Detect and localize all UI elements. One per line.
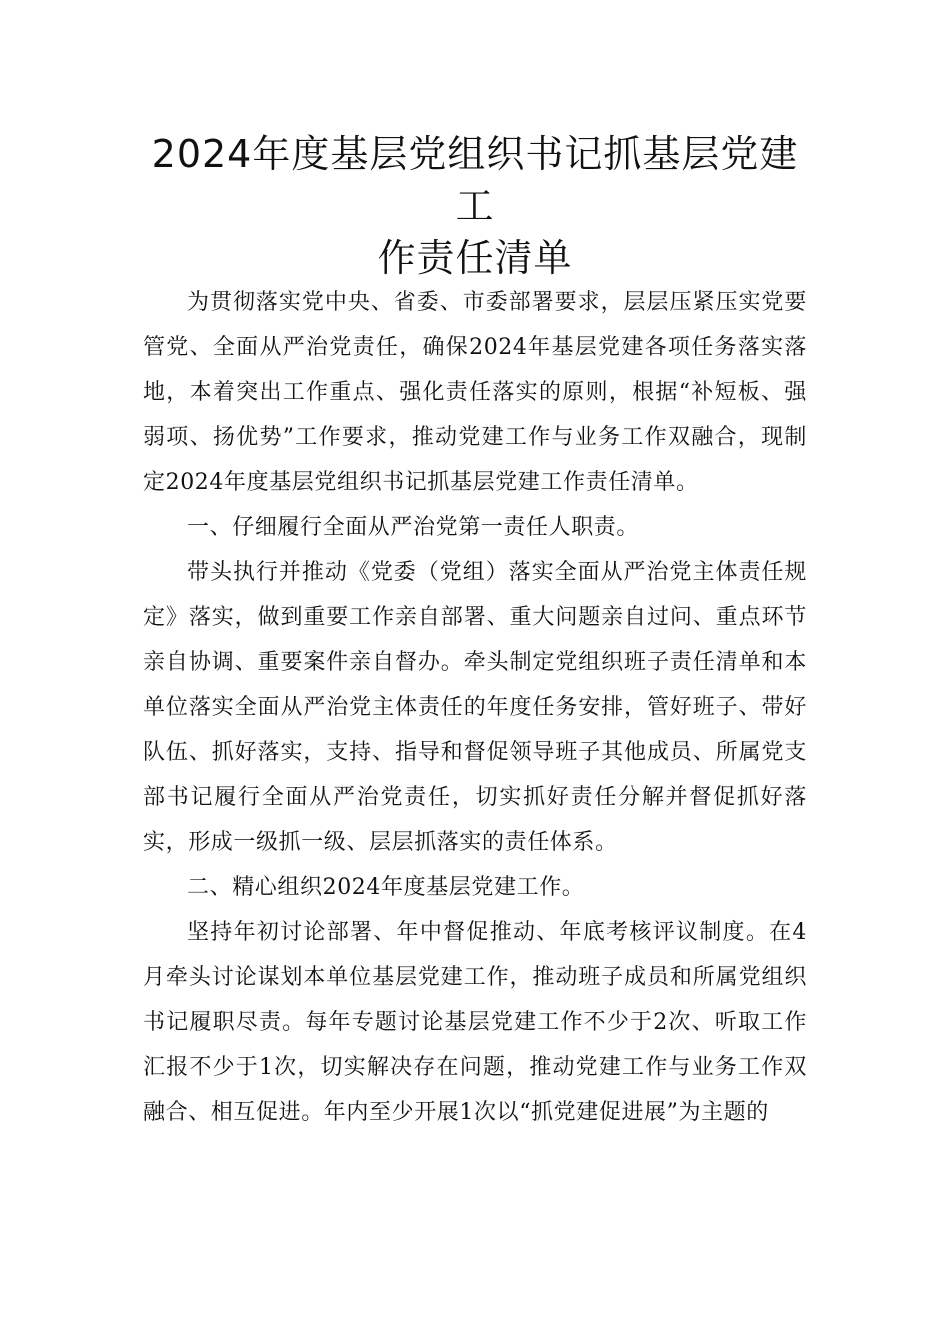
document-body [143, 280, 807, 1135]
section-heading-2: 二、精心组织2024年度基层党建工作。 [187, 875, 585, 900]
section-heading-1: 一、仔细履行全面从严治党第一责任人职责。 [187, 515, 640, 540]
section-1-paragraph: 带头执行并推动《党委（党组）落实全面从严治党主体责任规定》落实，做到重要工作亲自部署、重大问题亲自过问、重点环节亲自协调、重要案件亲自督办。牵头制定党组织班子责任清单和本单位落实全面从严治党主体责任的年度任务安排，管好班子、带好队伍、抓好落实，支持、指导和督促领导班子其他成员、所属党支部书记履行全面从严治党责任，切实抓好责任分解并督促抓好落实，形成一级抓一级、层层抓落实的责任体系。 [143, 560, 807, 855]
title-line-2: 作责任清单 [377, 236, 573, 280]
section-2-paragraph: 坚持年初讨论部署、年中督促推动、年底考核评议制度。在4月牵头讨论谋划本单位基层党建工作，推动班子成员和所属党组织书记履职尽责。每年专题讨论基层党建工作不少于2次、听取工作汇报不少于1次，切实解决存在问题，推动党建工作与业务工作双融合、相互促进。年内至少开展1次以“抓党建促进展”为主题的 [143, 920, 807, 1125]
title-line-1: 2024年度基层党组织书记抓基层党建工 [151, 132, 799, 228]
intro-paragraph: 为贯彻落实党中央、省委、市委部署要求，层层压紧压实党要管党、全面从严治党责任，确保2024年基层党建各项任务落实落地，本着突出工作重点、强化责任落实的原则，根据“补短板、强弱项、扬优势”工作要求，推动党建工作与业务工作双融合，现制定2024年度基层党组织书记抓基层党建工作责任清单。 [143, 290, 807, 495]
document-title [140, 128, 810, 284]
